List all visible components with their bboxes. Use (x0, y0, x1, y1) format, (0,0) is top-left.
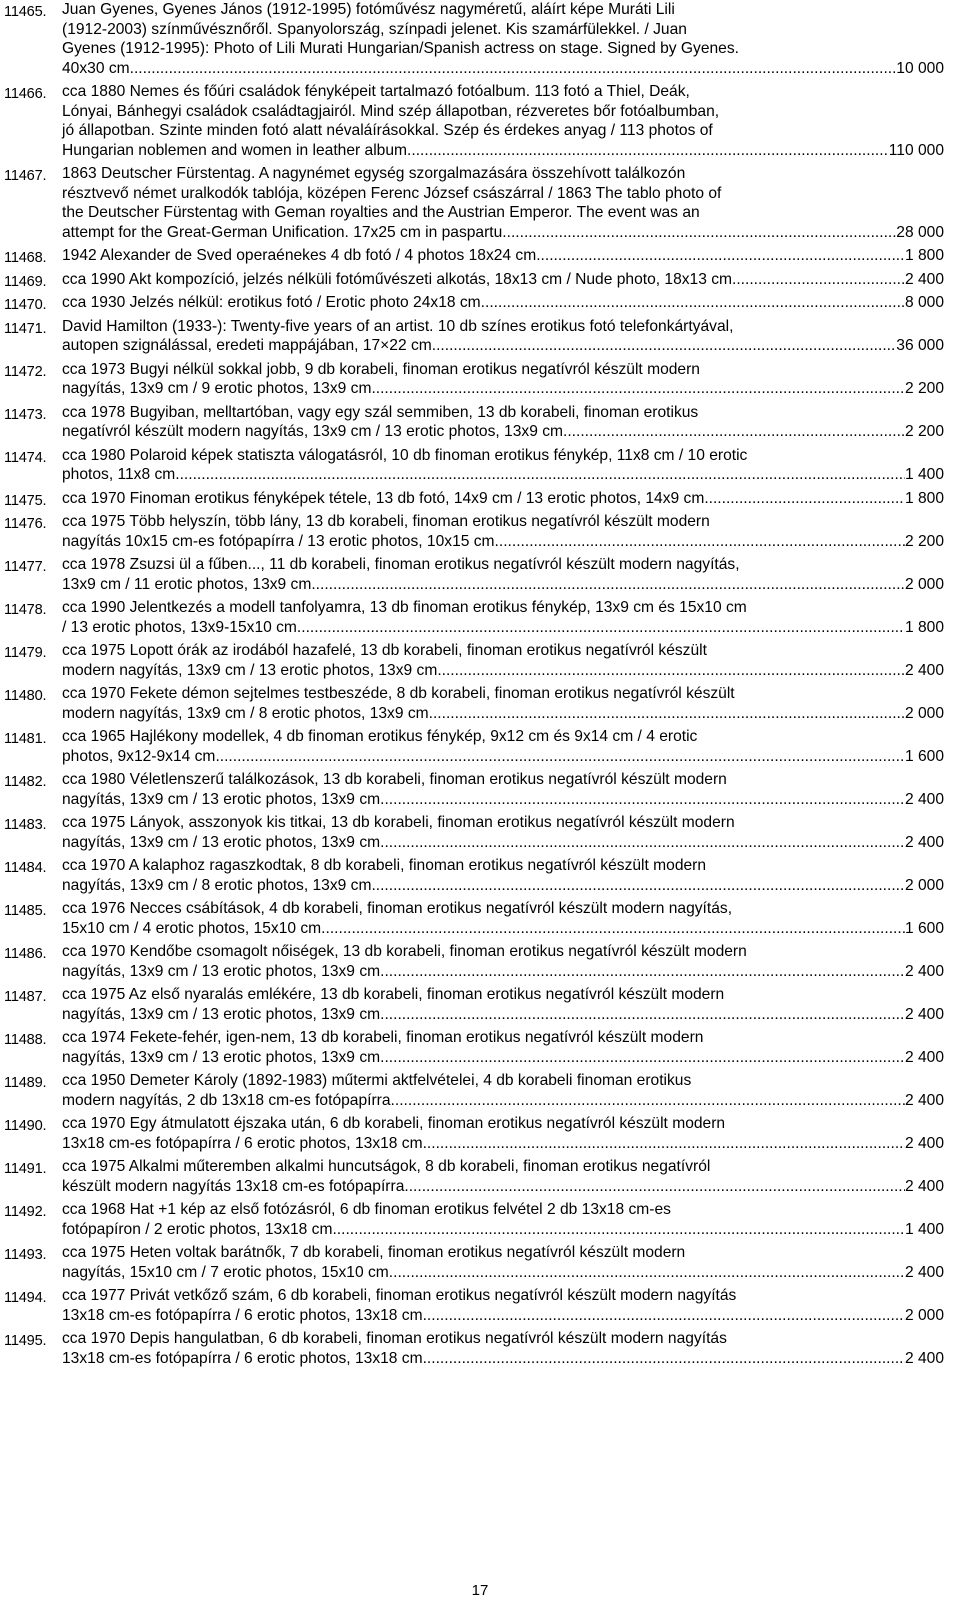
lot-entry (4, 1071, 944, 1110)
lot-price: 1 800 (904, 247, 944, 264)
lot-price: 2 400 (904, 270, 944, 288)
dot-leader (423, 1306, 905, 1326)
lot-number: 11489. (4, 1075, 47, 1091)
lot-number: 11472. (4, 363, 47, 380)
description-line (62, 270, 944, 290)
lot-description (62, 1157, 944, 1196)
lot-price: 2 400 (904, 833, 944, 851)
lot-price: 1 400 (904, 466, 944, 483)
description-line: David Hamilton (1933-): Twenty-five years of an artist. 10 db színes erotikus fotó telefonkártyával, (62, 317, 734, 335)
lot-price: 8 000 (904, 294, 944, 311)
lot-entry (4, 489, 944, 509)
lot-description (62, 293, 944, 313)
lot-entry (4, 1329, 944, 1368)
description-line (62, 1048, 944, 1068)
dot-leader (371, 876, 905, 896)
lot-description (62, 512, 944, 551)
description-line (62, 1263, 944, 1283)
description-line-text: / 13 erotic photos, 13x9-15x10 cm (62, 618, 297, 636)
description-line: cca 1973 Bugyi nélkül sokkal jobb, 9 db korabeli, finoman erotikus negatívról készült modern (62, 360, 700, 378)
dot-leader (563, 422, 905, 442)
lot-number: 11488. (4, 1032, 47, 1048)
description-line: Juan Gyenes, Gyenes János (1912-1995) fotóművész nagyméretű, aláírt képe Muráti Lili (62, 1, 675, 18)
description-line (62, 1349, 944, 1369)
description-line-text: nagyítás, 13x9 cm / 13 erotic photos, 13x9 cm (62, 833, 381, 851)
lot-entry (4, 446, 944, 485)
lot-entry (4, 360, 944, 399)
description-line (62, 293, 944, 313)
description-line: cca 1968 Hat +1 kép az első fotózásról, 6 db finoman erotikus felvétel 2 db 13x18 cm-es (62, 1201, 671, 1218)
lot-number: 11480. (4, 688, 47, 704)
lot-entry (4, 985, 944, 1024)
dot-leader (321, 919, 905, 939)
lot-number: 11482. (4, 774, 47, 790)
lot-description (62, 598, 944, 637)
lot-price: 28 000 (896, 223, 944, 241)
description-line (62, 1177, 944, 1197)
lot-entry (4, 856, 944, 895)
lot-number: 11486. (4, 946, 47, 962)
lot-number: 11495. (4, 1333, 47, 1349)
lot-description (62, 555, 944, 594)
lot-number: 11484. (4, 860, 47, 876)
lot-number: 11493. (4, 1247, 47, 1263)
lot-number: 11492. (4, 1204, 47, 1220)
description-line: cca 1965 Hajlékony modellek, 4 db finoman erotikus fénykép, 9x12 cm és 9x14 cm / 4 erotic (62, 728, 698, 745)
lot-description (62, 813, 944, 852)
lot-description (62, 1114, 944, 1153)
lot-description (62, 1200, 944, 1239)
description-line-text: nagyítás, 13x9 cm / 9 erotic photos, 13x9 cm (62, 380, 372, 397)
description-line-text: negatívról készült modern nagyítás, 13x9 cm / 13 erotic photos, 13x9 cm (62, 423, 563, 440)
lot-number: 11469. (4, 273, 47, 290)
lot-price: 2 200 (904, 423, 944, 440)
lot-entry (4, 1028, 944, 1067)
description-line: Gyenes (1912-1995): Photo of Lili Murati Hungarian/Spanish actress on stage. Signed by Gyenes. (62, 40, 739, 57)
description-line-text: modern nagyítás, 2 db 13x18 cm-es fotópapírra (62, 1091, 391, 1109)
description-line: cca 1990 Jelentkezés a modell tanfolyamra, 13 db finoman erotikus fénykép, 13x9 cm és 15x10 cm (62, 599, 747, 616)
lot-description (62, 317, 944, 356)
description-line: résztvevő német uralkodók tablója, középen Ferenc József császárral / 1863 The tablo photo of (62, 184, 722, 202)
lot-price: 10 000 (896, 59, 944, 77)
lot-description (62, 270, 944, 290)
lot-description (62, 403, 944, 442)
lot-price: 2 000 (904, 575, 944, 593)
description-line-text: cca 1930 Jelzés nélkül: erotikus fotó / Erotic photo 24x18 cm. (62, 294, 485, 311)
lot-entry (4, 813, 944, 852)
dot-leader (175, 465, 905, 485)
lot-entry (4, 770, 944, 809)
lot-number: 11467. (4, 168, 47, 184)
lot-price: 2 400 (904, 1349, 944, 1367)
dot-leader (432, 336, 897, 356)
description-line: Lónyai, Bánhegyi családok családtagjairól. Mind szép állapotban, rézveretes bőr fotóalbumban, (62, 102, 720, 120)
description-line-text: autopen szignálással, eredeti mappájában, 17×22 cm (62, 337, 432, 354)
description-line (62, 962, 944, 982)
lot-price: 2 400 (904, 790, 944, 808)
dot-leader (311, 575, 905, 595)
catalog-list (4, 0, 944, 1372)
description-line-text: 13x18 cm-es fotópapírra / 6 erotic photos, 13x18 cm (62, 1306, 423, 1324)
lot-price: 2 000 (904, 704, 944, 722)
description-line (62, 422, 944, 442)
description-line-text: 13x9 cm / 11 erotic photos, 13x9 cm (62, 575, 312, 593)
description-line: cca 1974 Fekete-fehér, igen-nem, 13 db korabeli, finoman erotikus negatívról készült modern (62, 1029, 704, 1046)
description-line (62, 1134, 944, 1154)
lot-entry (4, 293, 944, 313)
lot-price: 36 000 (896, 337, 944, 354)
lot-price: 2 000 (904, 876, 944, 894)
dot-leader (495, 532, 905, 552)
dot-leader (215, 747, 905, 767)
lot-number: 11479. (4, 645, 47, 661)
description-line: cca 1978 Zsuzsi ül a fűben..., 11 db korabeli, finoman erotikus negatívról készült modern nagyítás, (62, 556, 740, 573)
lot-price: 2 400 (904, 1091, 944, 1109)
lot-entry (4, 403, 944, 442)
description-line: jó állapotban. Szinte minden fotó alatt névaláírásokkal. Szép és érdekes anyag / 113 photos of (62, 122, 713, 139)
description-line (62, 141, 944, 161)
dot-leader (507, 223, 897, 243)
dot-leader (389, 1263, 905, 1283)
lot-description (62, 1286, 944, 1325)
lot-description (62, 489, 944, 509)
description-line-text: Hungarian noblemen and women in leather album. (62, 141, 412, 159)
description-line (62, 661, 944, 681)
lot-entry (4, 512, 944, 551)
lot-number: 11476. (4, 516, 47, 532)
lot-entry (4, 555, 944, 594)
dot-leader (423, 1134, 905, 1154)
description-line-text: attempt for the Great-German Unification. 17x25 cm in paspartu. (62, 223, 507, 241)
description-line (62, 379, 944, 399)
lot-entry (4, 641, 944, 680)
description-line: the Deutscher Fürstentag with Geman royalties and the Austrian Emperor. The event was an (62, 204, 700, 221)
lot-description (62, 446, 944, 485)
lot-price: 2 000 (904, 1306, 944, 1324)
lot-number: 11494. (4, 1290, 47, 1306)
page-number: 17 (471, 1582, 489, 1599)
description-line: cca 1975 Lopott órák az irodából hazafelé, 13 db korabeli, finoman erotikus negatívról készült (62, 642, 707, 659)
lot-description (62, 360, 944, 399)
lot-price: 2 400 (904, 1263, 944, 1281)
dot-leader (411, 141, 888, 161)
lot-number: 11481. (4, 731, 47, 747)
lot-entry (4, 727, 944, 766)
lot-price: 2 400 (904, 962, 944, 980)
description-line-text: cca 1970 Finoman erotikus fényképek tétele, 13 db fotó, 14x9 cm / 13 erotic photos, 14x9 cm (62, 489, 705, 507)
dot-leader (423, 1349, 905, 1369)
description-line-text: modern nagyítás, 13x9 cm / 13 erotic photos, 13x9 cm (62, 661, 438, 679)
description-line: cca 1976 Necces csábítások, 4 db korabeli, finoman erotikus negatívról készült modern nagyítás, (62, 900, 733, 917)
description-line (62, 1306, 944, 1326)
description-line (62, 704, 944, 724)
description-line (62, 575, 944, 595)
dot-leader (371, 379, 905, 399)
lot-number: 11483. (4, 817, 47, 833)
lot-description (62, 856, 944, 895)
description-line (62, 59, 944, 79)
lot-entry (4, 598, 944, 637)
description-line-text: 40x30 cm (62, 59, 130, 77)
description-line-text: nagyítás 10x15 cm-es fotópapírra / 13 erotic photos, 10x15 cm (62, 532, 495, 550)
lot-price: 1 800 (904, 489, 944, 507)
dot-leader (380, 790, 905, 810)
lot-entry (4, 899, 944, 938)
description-line: cca 1975 Alkalmi műteremben alkalmi huncutságok, 8 db korabeli, finoman erotikus negatívról (62, 1158, 711, 1175)
lot-price: 110 000 (888, 141, 944, 159)
description-line: cca 1950 Demeter Károly (1892-1983) műtermi aktfelvételei, 4 db korabeli finoman erotikus (62, 1072, 692, 1089)
description-line-text: nagyítás, 13x9 cm / 8 erotic photos, 13x9 cm (62, 876, 372, 894)
description-line-text: fotópapíron / 2 erotic photos, 13x18 cm (62, 1220, 333, 1238)
description-line (62, 465, 944, 485)
description-line-text: modern nagyítás, 13x9 cm / 8 erotic photos, 13x9 cm (62, 704, 429, 722)
description-line (62, 336, 944, 356)
description-line: cca 1970 Fekete démon sejtelmes testbeszéde, 8 db korabeli, finoman erotikus negatívról készült (62, 685, 735, 702)
lot-entry (4, 246, 944, 266)
lot-price: 2 400 (904, 1048, 944, 1066)
description-line: cca 1970 Egy átmulatott éjszaka után, 6 db korabeli, finoman erotikus negatívról készült modern (62, 1115, 726, 1132)
lot-entry (4, 684, 944, 723)
description-line (62, 618, 944, 638)
description-line-text: cca 1990 Akt kompozíció, jelzés nélküli fotóművészeti alkotás, 18x13 cm / Nude photo, 18x13 cm (62, 270, 733, 288)
dot-leader (437, 661, 905, 681)
lot-entry (4, 942, 944, 981)
description-line (62, 833, 944, 853)
lot-number: 11475. (4, 492, 47, 509)
description-line: cca 1980 Polaroid képek statiszta válogatásról, 10 db finoman erotikus fénykép, 11x8 cm / 10 erotic (62, 446, 748, 464)
lot-price: 2 400 (904, 661, 944, 679)
lot-entry (4, 270, 944, 290)
description-line (62, 1220, 944, 1240)
lot-entry (4, 1243, 944, 1282)
lot-description (62, 1071, 944, 1110)
description-line-text: készült modern nagyítás 13x18 cm-es fotópapírra (62, 1177, 405, 1195)
description-line (62, 1005, 944, 1025)
lot-price: 2 200 (904, 532, 944, 550)
dot-leader (404, 1177, 905, 1197)
lot-entry (4, 317, 944, 356)
dot-leader (429, 704, 905, 724)
lot-price: 1 600 (904, 747, 944, 765)
lot-number: 11470. (4, 297, 47, 313)
description-line (62, 1091, 944, 1111)
description-line-text: photos, 9x12-9x14 cm (62, 747, 216, 765)
lot-number: 11474. (4, 449, 47, 466)
lot-description (62, 684, 944, 723)
dot-leader (297, 618, 905, 638)
description-line-text: 13x18 cm-es fotópapírra / 6 erotic photos, 13x18 cm (62, 1349, 423, 1367)
description-line: cca 1975 Az első nyaralás emlékére, 13 db korabeli, finoman erotikus negatívról készült modern (62, 986, 725, 1003)
description-line-text: nagyítás, 13x9 cm / 13 erotic photos, 13x9 cm (62, 1048, 381, 1066)
description-line: (1912-2003) színművésznőről. Spanyolország, színpadi jelenet. Kis szamárfülekkel. / Juan (62, 20, 687, 38)
description-line: cca 1970 Depis hangulatban, 6 db korabeli, finoman erotikus negatívról készült modern nagyítás (62, 1330, 727, 1347)
description-line-text: nagyítás, 13x9 cm / 13 erotic photos, 13x9 cm (62, 790, 381, 808)
description-line: 1863 Deutscher Fürstentag. A nagynémet egység szorgalmazására összehívott találkozón (62, 165, 686, 182)
lot-price: 2 400 (904, 1005, 944, 1023)
lot-description (62, 246, 944, 266)
description-line (62, 246, 944, 266)
lot-description (62, 0, 944, 78)
lot-number: 11490. (4, 1118, 47, 1134)
dot-leader (704, 489, 905, 509)
lot-number: 11491. (4, 1161, 47, 1177)
lot-number: 11478. (4, 602, 47, 618)
description-line: cca 1975 Heten voltak barátnők, 7 db korabeli, finoman erotikus negatívról készült modern (62, 1244, 686, 1261)
lot-price: 2 200 (904, 380, 944, 397)
lot-entry (4, 1157, 944, 1196)
description-line (62, 790, 944, 810)
lot-price: 1 800 (904, 618, 944, 636)
description-line-text: nagyítás, 15x10 cm / 7 erotic photos, 15x10 cm (62, 1263, 389, 1281)
lot-description (62, 641, 944, 680)
dot-leader (391, 1091, 905, 1111)
lot-number: 11477. (4, 559, 47, 575)
lot-description (62, 985, 944, 1024)
lot-description (62, 1329, 944, 1368)
lot-price: 2 400 (904, 1134, 944, 1152)
lot-entry (4, 164, 944, 242)
lot-description (62, 942, 944, 981)
lot-price: 2 400 (904, 1177, 944, 1195)
description-line (62, 747, 944, 767)
dot-leader (485, 293, 905, 313)
dot-leader (130, 59, 897, 79)
lot-entry (4, 1114, 944, 1153)
description-line: cca 1880 Nemes és főúri családok fényképeit tartalmazó fotóalbum. 113 fotó a Thiel, Deák, (62, 83, 690, 100)
lot-entry (4, 1286, 944, 1325)
description-line: cca 1970 A kalaphoz ragaszkodtak, 8 db korabeli, finoman erotikus negatívról készült modern (62, 857, 707, 874)
lot-number: 11485. (4, 903, 47, 919)
description-line (62, 919, 944, 939)
lot-number: 11487. (4, 989, 47, 1005)
description-line-text: photos, 11x8 cm (62, 466, 176, 483)
description-line: cca 1975 Több helyszín, több lány, 13 db korabeli, finoman erotikus negatívról készült modern (62, 513, 710, 530)
lot-number: 11471. (4, 320, 47, 337)
dot-leader (536, 246, 905, 266)
lot-description (62, 164, 944, 242)
lot-number: 11473. (4, 406, 47, 423)
description-line (62, 223, 944, 243)
description-line: cca 1980 Véletlenszerű találkozások, 13 db korabeli, finoman erotikus negatívról készült modern (62, 771, 727, 788)
description-line-text: 1942 Alexander de Sved operaénekes 4 db fotó / 4 photos 18x24 cm (62, 247, 537, 264)
dot-leader (380, 962, 905, 982)
lot-number: 11465. (4, 4, 47, 20)
description-line: cca 1970 Kendőbe csomagolt nőiségek, 13 db korabeli, finoman erotikus negatívról készült modern (62, 943, 747, 960)
lot-price: 1 400 (904, 1220, 944, 1238)
lot-number: 11468. (4, 250, 47, 266)
description-line (62, 532, 944, 552)
lot-entry (4, 1200, 944, 1239)
description-line: cca 1975 Lányok, asszonyok kis titkai, 13 db korabeli, finoman erotikus negatívról készült modern (62, 814, 735, 831)
description-line: cca 1977 Privát vetkőző szám, 6 db korabeli, finoman erotikus negatívról készült modern nagyítás (62, 1287, 737, 1304)
description-line (62, 489, 944, 509)
lot-description (62, 1243, 944, 1282)
lot-entry (4, 82, 944, 160)
description-line-text: 15x10 cm / 4 erotic photos, 15x10 cm (62, 919, 322, 937)
dot-leader (332, 1220, 905, 1240)
dot-leader (380, 1048, 905, 1068)
lot-description (62, 82, 944, 160)
description-line (62, 876, 944, 896)
dot-leader (380, 1005, 905, 1025)
description-line: cca 1978 Bugyiban, melltartóban, vagy egy szál semmiben, 13 db korabeli, finoman erotikus (62, 403, 699, 421)
lot-description (62, 770, 944, 809)
lot-number: 11466. (4, 86, 47, 102)
dot-leader (380, 833, 905, 853)
description-line-text: 13x18 cm-es fotópapírra / 6 erotic photos, 13x18 cm (62, 1134, 423, 1152)
lot-entry (4, 0, 944, 78)
description-line-text: nagyítás, 13x9 cm / 13 erotic photos, 13x9 cm (62, 962, 381, 980)
lot-description (62, 899, 944, 938)
lot-description (62, 1028, 944, 1067)
lot-price: 1 600 (904, 919, 944, 937)
dot-leader (732, 270, 905, 290)
lot-description (62, 727, 944, 766)
description-line-text: nagyítás, 13x9 cm / 13 erotic photos, 13x9 cm (62, 1005, 381, 1023)
